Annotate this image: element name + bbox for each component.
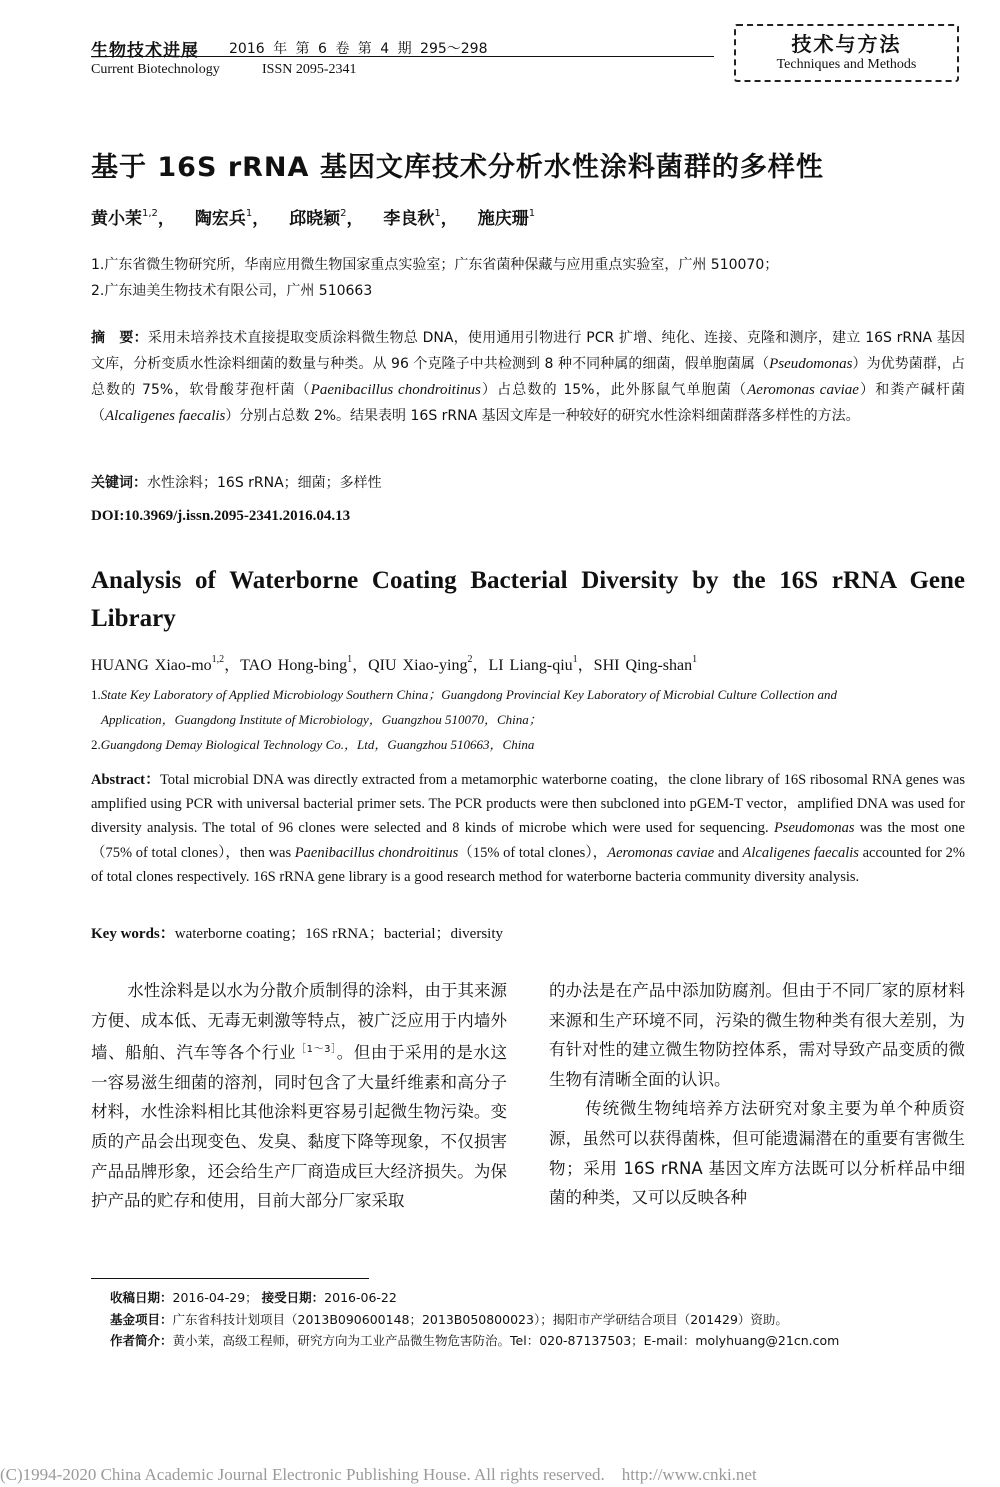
body-column-right	[549, 976, 965, 1213]
author-name: QIU Xiao-ying	[368, 657, 468, 674]
affiliation-number: 2.	[91, 737, 101, 752]
body-text: 。但由于采用的是水这一容易滋生细菌的溶剂，同时包含了大量纤维素和高分子材料，水性涂料相比其他涂料更容易引起微生物污染。变质的产品会出现变色、发臭、黏度下降等现象，不仅损害产品品牌形象，还会给生产厂商造成巨大经济损失。为保护产品的贮存和使用，目前大部分厂家采取	[91, 1043, 508, 1211]
footnote-funding	[110, 1310, 788, 1328]
author-name: 李良秋	[383, 209, 435, 229]
author-list-en	[91, 652, 697, 675]
footnote-label: 作者简介：	[110, 1333, 173, 1348]
affiliation-cn: 2.广东迪美生物技术有限公司，广州 510663	[91, 283, 373, 299]
footnote-value: 2016-04-29；	[172, 1290, 258, 1305]
author-affil-mark: 1,2	[211, 654, 225, 665]
paper-title-cn: 基于 16S rRNA 基因文库技术分析水性涂料菌群的多样性	[91, 152, 824, 183]
paper-title-en: Analysis of Waterborne Coating Bacterial Diversity by the 16S rRNA Gene Library	[91, 567, 965, 632]
author-separator: ，	[352, 657, 369, 674]
journal-issue-info: 2016 年 第 6 卷 第 4 期 295～298	[229, 41, 488, 57]
abstract-text: 采用未培养技术直接提取变质涂料微生物总 DNA，使用通用引物进行 PCR 扩增、纯化、连接、克隆和测序，建立 16S rRNA 基因文库，分析变质水性涂料细菌的数量与种类。从 96 个克隆子中共检测到 8 种不同种属的细菌，假单胞菌属（	[91, 330, 966, 372]
footnote-rule	[91, 1278, 369, 1279]
author-affil-mark: 1	[245, 208, 253, 219]
author-separator: ，	[252, 209, 270, 229]
affiliation-number: 1.	[91, 687, 101, 702]
abstract-text: and	[714, 844, 743, 861]
journal-issn: ISSN 2095-2341	[262, 62, 357, 77]
header-rule	[91, 56, 714, 57]
abstract-text: ）为优势菌群，占总数的 75%，软骨酸芽孢杆菌（	[91, 356, 966, 398]
species-name: Alcaligenes faecalis	[105, 408, 226, 424]
author-affil-mark: 1	[528, 208, 536, 219]
author-name: TAO Hong-bing	[240, 657, 348, 674]
affiliation-text: Guangdong Demay Biological Technology Co.，Ltd，Guangzhou 510663，China	[100, 737, 535, 752]
affiliation-en	[91, 684, 837, 703]
body-paragraph: 的办法是在产品中添加防腐剂。但由于不同厂家的原材料来源和生产环境不同，污染的微生物种类有很大差别，为有针对性的建立微生物防控体系，需对导致产品变质的微生物有清晰全面的认识。	[549, 981, 965, 1089]
keywords-label-en: Key words：	[91, 926, 175, 942]
author-separator: ，	[346, 209, 364, 229]
author-name: 邱晓颖	[289, 209, 341, 229]
affiliation-en	[91, 734, 534, 753]
journal-name-en: Current Biotechnology	[91, 62, 220, 77]
footnote-value: 黄小茉，高级工程师，研究方向为工业产品微生物危害防治。Tel：020-87137503；E-mail：molyhuang@21cn.com	[172, 1333, 840, 1348]
species-name: Aeromonas caviae	[747, 382, 859, 398]
abstract-label-en: Abstract：	[91, 772, 160, 788]
author-affil-mark: 1	[434, 208, 441, 219]
affiliation-cn: 1.广东省微生物研究所，华南应用微生物国家重点实验室；广东省菌种保藏与应用重点实验室，广州 510070；	[91, 257, 779, 273]
author-name: HUANG Xiao-mo	[91, 657, 212, 674]
footnote-label: 接受日期：	[261, 1290, 325, 1305]
species-name: Paenibacillus chondroitinus	[294, 844, 459, 861]
body-paragraph	[91, 976, 507, 1216]
author-separator: ，	[440, 209, 458, 229]
author-name: 黄小茉	[91, 209, 142, 229]
abstract-text: was the most one（75% of total clones），then was	[91, 820, 965, 861]
abstract-text: accounted for 2% of total clones respectively. 16S rRNA gene library is a good research method for waterborne bacteria community diversity analysis.	[91, 844, 965, 885]
footnote-label: 收稿日期：	[110, 1290, 173, 1305]
author-separator: ，	[224, 657, 241, 674]
footnote-author-bio	[110, 1331, 839, 1349]
species-name: Paenibacillus chondroitinus	[310, 382, 481, 398]
author-name: LI Liang-qiu	[488, 657, 573, 674]
keywords-cn	[91, 472, 382, 492]
body-paragraph: 传统微生物纯培养方法研究对象主要为单个种质资源，虽然可以获得菌株，但可能遗漏潜在的重要有害微生物；采用 16S rRNA 基因文库方法既可以分析样品中细菌的种类，又可以反映各种	[549, 1099, 965, 1208]
section-name-en: Techniques and Methods	[776, 57, 917, 72]
body-column-left	[91, 976, 507, 1216]
abstract-en	[91, 768, 965, 889]
affiliation-text: Application，Guangdong Institute of Microbiology，Guangzhou 510070，China；	[101, 712, 542, 727]
affiliation-text: State Key Laboratory of Applied Microbiology Southern China；Guangdong Provincial Key Laboratory of Microbial Culture Collection and	[100, 687, 837, 702]
footnote-value: 广东省科技计划项目（2013B090600148；2013B050800023）；揭阳市产学研结合项目（201429）资助。	[172, 1312, 788, 1327]
author-name: 施庆珊	[477, 209, 529, 229]
author-affil-mark: 1	[572, 654, 578, 665]
journal-name-cn: 生物技术进展	[91, 41, 199, 61]
author-separator: ，	[157, 209, 175, 229]
author-separator: ，	[472, 657, 489, 674]
abstract-text: ）分别占总数 2%。结果表明 16S rRNA 基因文库是一种较好的研究水性涂料细菌群落多样性的方法。	[225, 408, 860, 424]
copyright-notice: (C)1994-2020 China Academic Journal Electronic Publishing House. All rights reserved. http://www.cnki.net	[0, 1465, 757, 1484]
affiliation-en	[101, 709, 542, 728]
abstract-cn	[91, 325, 965, 429]
section-name-cn: 技术与方法	[791, 32, 902, 56]
author-name: SHI Qing-shan	[593, 657, 693, 674]
author-affil-mark: 1	[347, 654, 353, 665]
keywords-value-cn: 水性涂料；16S rRNA；细菌；多样性	[147, 475, 382, 491]
keywords-label-cn: 关键词：	[91, 475, 147, 491]
section-badge	[734, 24, 959, 82]
species-name: Pseudomonas	[773, 820, 855, 837]
footnote-label: 基金项目：	[110, 1312, 173, 1327]
species-name: Pseudomonas	[769, 356, 853, 372]
species-name: Aeromonas caviae	[607, 844, 715, 861]
citation-mark: ［1～3］	[296, 1044, 337, 1056]
doi: DOI:10.3969/j.issn.2095-2341.2016.04.13	[91, 508, 351, 524]
keywords-en	[91, 922, 503, 943]
author-list-cn	[91, 204, 535, 229]
author-affil-mark: 2	[340, 208, 347, 219]
keywords-value-en: waterborne coating；16S rRNA；bacterial；diversity	[174, 926, 503, 942]
abstract-text: （15% of total clones），	[458, 844, 608, 861]
abstract-label-cn: 摘 要：	[91, 330, 148, 346]
abstract-text: Total microbial DNA was directly extracted from a metamorphic waterborne coating，the clone library of 16S ribosomal RNA genes was amplified using PCR with universal bacterial primer sets. The PCR products were then subcloned into pGEM-T vector，amplified DNA was used for diversity analysis. The total of 96 clones were selected and 8 kinds of microbe which were used for sequencing.	[91, 772, 965, 837]
author-affil-mark: 1,2	[142, 208, 158, 219]
author-name: 陶宏兵	[194, 209, 246, 229]
footnote-value: 2016-06-22	[324, 1290, 397, 1305]
author-separator: ，	[577, 657, 594, 674]
body-text: 水性涂料是以水为分散介质制得的涂料，由于其来源方便、成本低、无毒无刺激等特点，被广泛应用于内墙外墙、船舶、汽车等各个行业	[91, 981, 507, 1063]
footnote-dates	[110, 1288, 397, 1306]
abstract-text: ）和粪产碱杆菌（	[91, 382, 965, 424]
species-name: Alcaligenes faecalis	[742, 844, 859, 861]
author-affil-mark: 2	[467, 654, 473, 665]
abstract-text: ）占总数的 15%，此外豚鼠气单胞菌（	[480, 382, 748, 398]
author-affil-mark: 1	[692, 654, 698, 665]
